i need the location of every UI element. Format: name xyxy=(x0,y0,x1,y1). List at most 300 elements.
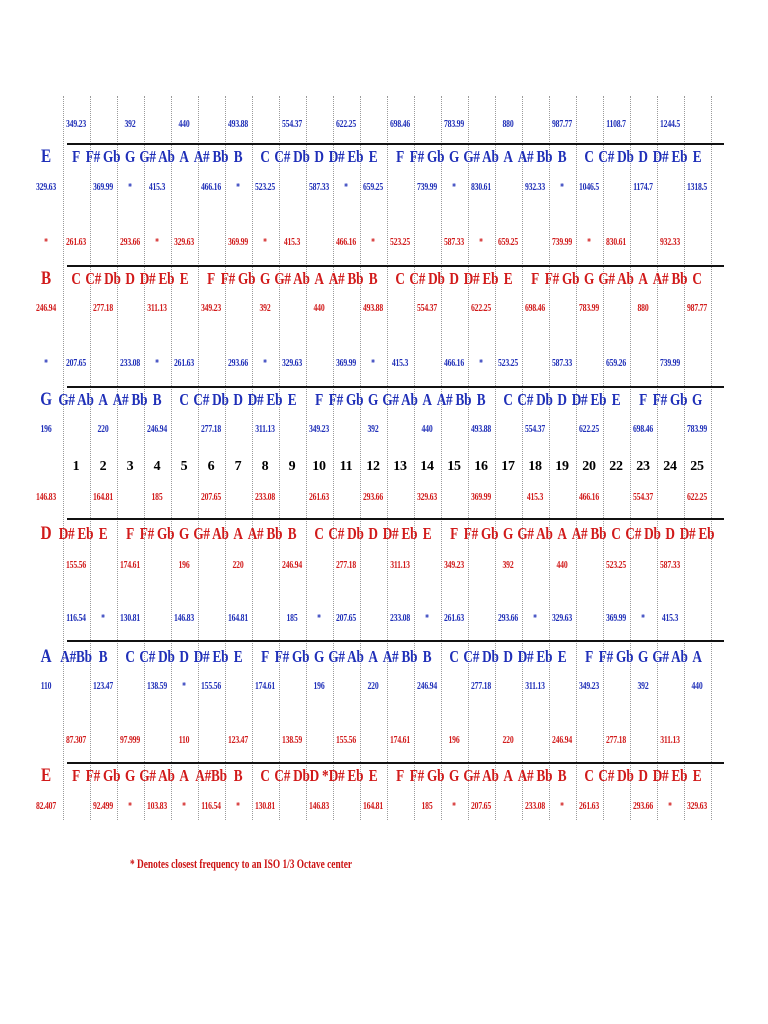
frequency-label: 130.81 xyxy=(255,800,275,812)
frequency-label: 466.16 xyxy=(444,357,464,369)
note-label: D# Eb xyxy=(247,390,283,409)
fret-number: 7 xyxy=(234,459,242,474)
note-label: D# Eb xyxy=(328,766,364,785)
frequency-label: 155.56 xyxy=(336,734,356,746)
note-label: D# Eb xyxy=(382,524,418,543)
frequency-label: 349.23 xyxy=(309,423,329,435)
frequency-label: 196 xyxy=(178,559,190,571)
frequency-label: * xyxy=(533,612,537,624)
frequency-label: 587.33 xyxy=(309,181,329,193)
frequency-label: 293.66 xyxy=(228,357,248,369)
frequency-label: * xyxy=(155,357,159,369)
fret-number: 17 xyxy=(501,459,515,474)
frequency-label: 554.37 xyxy=(282,118,302,130)
fret-number: 5 xyxy=(180,459,188,474)
frequency-label: * xyxy=(344,181,348,193)
frequency-label: 698.46 xyxy=(633,423,653,435)
note-label: E xyxy=(611,390,621,409)
note-label: C# Db xyxy=(85,269,121,288)
frequency-label: 830.61 xyxy=(606,236,626,248)
frequency-label: 220 xyxy=(502,734,514,746)
open-string-note: D xyxy=(40,523,52,544)
frequency-label: 369.99 xyxy=(606,612,626,624)
note-label: F# Gb xyxy=(544,269,580,288)
note-label: F xyxy=(72,147,80,166)
note-label: D xyxy=(638,766,648,785)
note-label: D# Eb xyxy=(463,269,499,288)
frequency-label: 164.81 xyxy=(228,612,248,624)
frequency-label: 329.63 xyxy=(174,236,194,248)
note-label: C xyxy=(692,269,702,288)
frequency-label: 329.63 xyxy=(552,612,572,624)
note-label: A# Bb xyxy=(436,390,472,409)
frequency-label: 349.23 xyxy=(579,680,599,692)
note-label: G xyxy=(583,269,595,288)
fret-number: 19 xyxy=(555,459,569,474)
frequency-label: 155.56 xyxy=(201,680,221,692)
frequency-label: * xyxy=(425,612,429,624)
fret-line xyxy=(495,96,496,820)
fret-line xyxy=(711,96,712,820)
note-label: C# Db xyxy=(598,766,634,785)
open-string-frequency: 196 xyxy=(40,423,52,435)
frequency-label: 932.33 xyxy=(525,181,545,193)
frequency-label: 329.63 xyxy=(687,800,707,812)
note-label: A xyxy=(314,269,324,288)
note-label: B xyxy=(233,147,243,166)
fret-number: 3 xyxy=(126,459,134,474)
open-string-note: B xyxy=(41,268,51,289)
note-label: B xyxy=(557,147,567,166)
frequency-label: 392 xyxy=(502,559,514,571)
fret-line xyxy=(522,96,523,820)
frequency-label: 523.25 xyxy=(255,181,275,193)
note-label: E xyxy=(557,647,567,666)
frequency-label: 174.61 xyxy=(120,559,140,571)
frequency-label: * xyxy=(560,800,564,812)
frequency-label: 369.99 xyxy=(336,357,356,369)
frequency-label: 493.88 xyxy=(471,423,491,435)
note-label: A xyxy=(368,647,378,666)
note-label: C# Db xyxy=(409,269,445,288)
frequency-label: * xyxy=(668,800,672,812)
string-line xyxy=(67,518,724,520)
note-label: D# Eb xyxy=(652,147,688,166)
frequency-label: * xyxy=(263,236,267,248)
frequency-label: 739.99 xyxy=(417,181,437,193)
frequency-label: 349.23 xyxy=(66,118,86,130)
frequency-label: 329.63 xyxy=(282,357,302,369)
note-label: C xyxy=(179,390,189,409)
frequency-label: * xyxy=(452,181,456,193)
frequency-label: 185 xyxy=(286,612,298,624)
frequency-label: * xyxy=(44,357,48,369)
note-label: A# Bb xyxy=(112,390,148,409)
note-label: B xyxy=(557,766,567,785)
frequency-label: 246.94 xyxy=(417,680,437,692)
frequency-label: 554.37 xyxy=(633,491,653,503)
fret-number: 1 xyxy=(72,459,80,474)
fret-number: 6 xyxy=(207,459,215,474)
frequency-label: 233.08 xyxy=(255,491,275,503)
frequency-label: 415.3 xyxy=(661,612,679,624)
frequency-label: * xyxy=(236,181,240,193)
fret-line xyxy=(657,96,658,820)
fret-line xyxy=(279,96,280,820)
fret-number: 11 xyxy=(339,459,353,474)
frequency-label: 659.26 xyxy=(606,357,626,369)
frequency-label: 233.08 xyxy=(390,612,410,624)
frequency-label: 185 xyxy=(421,800,433,812)
note-label: G# Ab xyxy=(463,766,499,785)
frequency-label: 123.47 xyxy=(93,680,113,692)
note-label: F xyxy=(72,766,80,785)
note-label: D xyxy=(665,524,675,543)
note-label: E xyxy=(422,524,432,543)
fret-number: 24 xyxy=(663,459,677,474)
frequency-label: 311.13 xyxy=(255,423,275,435)
fret-line xyxy=(90,96,91,820)
note-label: B xyxy=(422,647,432,666)
frequency-label: 880 xyxy=(502,118,514,130)
fret-number: 20 xyxy=(582,459,596,474)
frequency-label: 103.83 xyxy=(147,800,167,812)
note-label: G# Ab xyxy=(652,647,688,666)
frequency-label: 261.63 xyxy=(174,357,194,369)
fret-line xyxy=(468,96,469,820)
note-label: D xyxy=(233,390,243,409)
fret-line xyxy=(414,96,415,820)
string-line xyxy=(67,762,724,764)
frequency-label: 246.94 xyxy=(282,559,302,571)
frequency-label: 415.3 xyxy=(283,236,301,248)
note-label: E xyxy=(692,766,702,785)
note-label: A xyxy=(557,524,567,543)
note-label: C xyxy=(125,647,135,666)
note-label: C# Db xyxy=(328,524,364,543)
frequency-label: 523.25 xyxy=(498,357,518,369)
note-label: A xyxy=(98,390,108,409)
note-label: F xyxy=(639,390,647,409)
frequency-label: 587.33 xyxy=(552,357,572,369)
note-label: G xyxy=(124,147,136,166)
note-label: A# Bb xyxy=(517,147,553,166)
frequency-label: 392 xyxy=(367,423,379,435)
note-label: A xyxy=(638,269,648,288)
note-label: F# Gb xyxy=(409,147,445,166)
frequency-label: 587.33 xyxy=(660,559,680,571)
note-label: B xyxy=(98,647,108,666)
note-label: C# Db xyxy=(139,647,175,666)
note-label: G# Ab xyxy=(517,524,553,543)
frequency-label: 207.65 xyxy=(471,800,491,812)
note-label: F# Gb xyxy=(409,766,445,785)
frequency-label: 830.61 xyxy=(471,181,491,193)
note-label: A# Bb xyxy=(193,147,229,166)
fret-line xyxy=(171,96,172,820)
note-label: D xyxy=(314,147,324,166)
fret-line xyxy=(576,96,577,820)
frequency-label: 932.33 xyxy=(660,236,680,248)
frequency-label: * xyxy=(128,800,132,812)
frequency-label: 415.3 xyxy=(526,491,544,503)
note-label: C# Db xyxy=(517,390,553,409)
note-label: F xyxy=(585,647,593,666)
fret-line xyxy=(630,96,631,820)
note-label: D# Eb xyxy=(679,524,715,543)
frequency-label: * xyxy=(479,236,483,248)
note-label: A xyxy=(179,766,189,785)
note-label: A# Bb xyxy=(652,269,688,288)
note-label: F xyxy=(126,524,134,543)
frequency-label: 311.13 xyxy=(147,302,167,314)
note-label: G# Ab xyxy=(139,766,175,785)
frequency-label: * xyxy=(371,357,375,369)
note-label: G xyxy=(502,524,514,543)
string-line xyxy=(67,386,724,388)
fret-number: 4 xyxy=(153,459,161,474)
open-string-frequency: 110 xyxy=(40,680,52,692)
frequency-label: 196 xyxy=(448,734,460,746)
frequency-label: 783.99 xyxy=(579,302,599,314)
frequency-label: 277.18 xyxy=(606,734,626,746)
frequency-label: 622.25 xyxy=(471,302,491,314)
frequency-label: 739.99 xyxy=(660,357,680,369)
frequency-label: 92.499 xyxy=(93,800,113,812)
frequency-label: 659.25 xyxy=(363,181,383,193)
frequency-label: 233.08 xyxy=(525,800,545,812)
note-label: B xyxy=(233,766,243,785)
frequency-label: 349.23 xyxy=(444,559,464,571)
frequency-label: 466.16 xyxy=(336,236,356,248)
fret-line xyxy=(252,96,253,820)
fret-number: 12 xyxy=(366,459,380,474)
open-string-note: G xyxy=(40,389,52,410)
fret-number: 8 xyxy=(261,459,269,474)
note-label: A# Bb xyxy=(328,269,364,288)
fret-line xyxy=(63,96,64,820)
frequency-label: 349.23 xyxy=(201,302,221,314)
fret-number: 18 xyxy=(528,459,542,474)
note-label: F# Gb xyxy=(274,647,310,666)
note-label: E xyxy=(692,147,702,166)
note-label: D * xyxy=(309,766,329,785)
fret-number: 14 xyxy=(420,459,434,474)
note-label: G# Ab xyxy=(328,647,364,666)
note-label: D# Eb xyxy=(193,647,229,666)
frequency-label: 783.99 xyxy=(444,118,464,130)
frequency-label: * xyxy=(641,612,645,624)
frequency-label: * xyxy=(236,800,240,812)
note-label: G xyxy=(691,390,703,409)
note-label: D# Eb xyxy=(517,647,553,666)
note-label: C xyxy=(260,766,270,785)
note-label: A xyxy=(692,647,702,666)
note-label: F# Gb xyxy=(220,269,256,288)
open-string-note: A xyxy=(40,646,52,667)
frequency-label: 440 xyxy=(691,680,703,692)
frequency-label: 622.25 xyxy=(336,118,356,130)
frequency-label: 1108.7 xyxy=(606,118,626,130)
note-label: E xyxy=(287,390,297,409)
note-label: G xyxy=(178,524,190,543)
note-label: B xyxy=(476,390,486,409)
frequency-label: 293.66 xyxy=(498,612,518,624)
note-label: G xyxy=(124,766,136,785)
frequency-label: 392 xyxy=(259,302,271,314)
frequency-label: 369.99 xyxy=(228,236,248,248)
frequency-label: 440 xyxy=(178,118,190,130)
note-label: G# Ab xyxy=(193,524,229,543)
frequency-label: 311.13 xyxy=(390,559,410,571)
frequency-label: 329.63 xyxy=(417,491,437,503)
frequency-label: 554.37 xyxy=(525,423,545,435)
fret-line xyxy=(198,96,199,820)
note-label: F xyxy=(450,524,458,543)
open-string-frequency: 329.63 xyxy=(36,181,56,193)
note-label: B xyxy=(152,390,162,409)
fret-line xyxy=(387,96,388,820)
frequency-label: 174.61 xyxy=(390,734,410,746)
note-label: E xyxy=(503,269,513,288)
frequency-label: 220 xyxy=(97,423,109,435)
frequency-label: 246.94 xyxy=(552,734,572,746)
open-string-frequency: 146.83 xyxy=(36,491,56,503)
frequency-label: 138.59 xyxy=(147,680,167,692)
fret-number: 25 xyxy=(690,459,704,474)
note-label: A# Bb xyxy=(247,524,283,543)
frequency-label: 622.25 xyxy=(687,491,707,503)
note-label: E xyxy=(368,766,378,785)
frequency-label: 146.83 xyxy=(309,800,329,812)
note-label: E xyxy=(368,147,378,166)
string-line xyxy=(67,640,724,642)
frequency-label: 880 xyxy=(637,302,649,314)
frequency-label: 261.63 xyxy=(579,800,599,812)
frequency-label: 311.13 xyxy=(525,680,545,692)
frequency-label: 392 xyxy=(124,118,136,130)
frequency-label: 220 xyxy=(367,680,379,692)
frequency-label: 1318.5 xyxy=(687,181,707,193)
frequency-label: 523.25 xyxy=(390,236,410,248)
frequency-label: 97.999 xyxy=(120,734,140,746)
note-label: D xyxy=(449,269,459,288)
frequency-label: 293.66 xyxy=(363,491,383,503)
note-label: F xyxy=(531,269,539,288)
frequency-label: 207.65 xyxy=(66,357,86,369)
note-label: A xyxy=(503,766,513,785)
note-label: A xyxy=(503,147,513,166)
note-label: A#Bb xyxy=(60,647,92,666)
note-label: D xyxy=(557,390,567,409)
frequency-label: 466.16 xyxy=(201,181,221,193)
frequency-label: 174.61 xyxy=(255,680,275,692)
frequency-label: 277.18 xyxy=(201,423,221,435)
fret-line xyxy=(549,96,550,820)
note-label: E xyxy=(233,647,243,666)
frequency-label: 233.08 xyxy=(120,357,140,369)
frequency-label: 185 xyxy=(151,491,163,503)
fret-number: 16 xyxy=(474,459,488,474)
open-string-frequency: 246.94 xyxy=(36,302,56,314)
fret-line xyxy=(603,96,604,820)
note-label: F xyxy=(396,147,404,166)
footnote: * Denotes closest frequency to an ISO 1/3 Octave center xyxy=(130,856,353,871)
frequency-label: 698.46 xyxy=(390,118,410,130)
note-label: F# Gb xyxy=(85,766,121,785)
note-label: D# Eb xyxy=(328,147,364,166)
note-label: D# Eb xyxy=(571,390,607,409)
frequency-label: 554.37 xyxy=(417,302,437,314)
frequency-label: 493.88 xyxy=(228,118,248,130)
frequency-label: 207.65 xyxy=(336,612,356,624)
frequency-label: 130.81 xyxy=(120,612,140,624)
frequency-label: 440 xyxy=(556,559,568,571)
frequency-label: 311.13 xyxy=(660,734,680,746)
open-string-note: E xyxy=(41,146,51,167)
note-label: C xyxy=(449,647,459,666)
frequency-label: 123.47 xyxy=(228,734,248,746)
note-label: C xyxy=(71,269,81,288)
frequency-label: 164.81 xyxy=(363,800,383,812)
note-label: A# Bb xyxy=(517,766,553,785)
frequency-label: 261.63 xyxy=(309,491,329,503)
note-label: F# Gb xyxy=(328,390,364,409)
note-label: G# Ab xyxy=(382,390,418,409)
frequency-label: * xyxy=(182,800,186,812)
frequency-label: 146.83 xyxy=(174,612,194,624)
frequency-label: * xyxy=(182,680,186,692)
frequency-label: 987.77 xyxy=(552,118,572,130)
frequency-label: * xyxy=(452,800,456,812)
open-string-note: E xyxy=(41,765,51,786)
note-label: D xyxy=(638,147,648,166)
frequency-label: 293.66 xyxy=(633,800,653,812)
fret-line xyxy=(117,96,118,820)
fret-number: 22 xyxy=(609,459,623,474)
frequency-label: 246.94 xyxy=(147,423,167,435)
note-label: D# Eb xyxy=(58,524,94,543)
note-label: G xyxy=(448,147,460,166)
frequency-label: 87.307 xyxy=(66,734,86,746)
fret-line xyxy=(684,96,685,820)
note-label: F# Gb xyxy=(652,390,688,409)
frequency-label: 369.99 xyxy=(93,181,113,193)
fret-number: 2 xyxy=(99,459,107,474)
frequency-label: * xyxy=(560,181,564,193)
frequency-label: 164.81 xyxy=(93,491,113,503)
note-label: D xyxy=(125,269,135,288)
note-label: A# Bb xyxy=(382,647,418,666)
frequency-label: 138.59 xyxy=(282,734,302,746)
note-label: A xyxy=(179,147,189,166)
frequency-label: 415.3 xyxy=(391,357,409,369)
frequency-label: 110 xyxy=(178,734,190,746)
note-label: G xyxy=(637,647,649,666)
frequency-label: 783.99 xyxy=(687,423,707,435)
note-label: F xyxy=(396,766,404,785)
fret-line xyxy=(333,96,334,820)
frequency-label: * xyxy=(317,612,321,624)
note-label: A# Bb xyxy=(571,524,607,543)
note-label: G xyxy=(448,766,460,785)
note-label: A xyxy=(233,524,243,543)
frequency-label: 1046.5 xyxy=(579,181,599,193)
frequency-label: * xyxy=(263,357,267,369)
frequency-label: * xyxy=(128,181,132,193)
note-label: F# Gb xyxy=(598,647,634,666)
frequency-label: 523.25 xyxy=(606,559,626,571)
